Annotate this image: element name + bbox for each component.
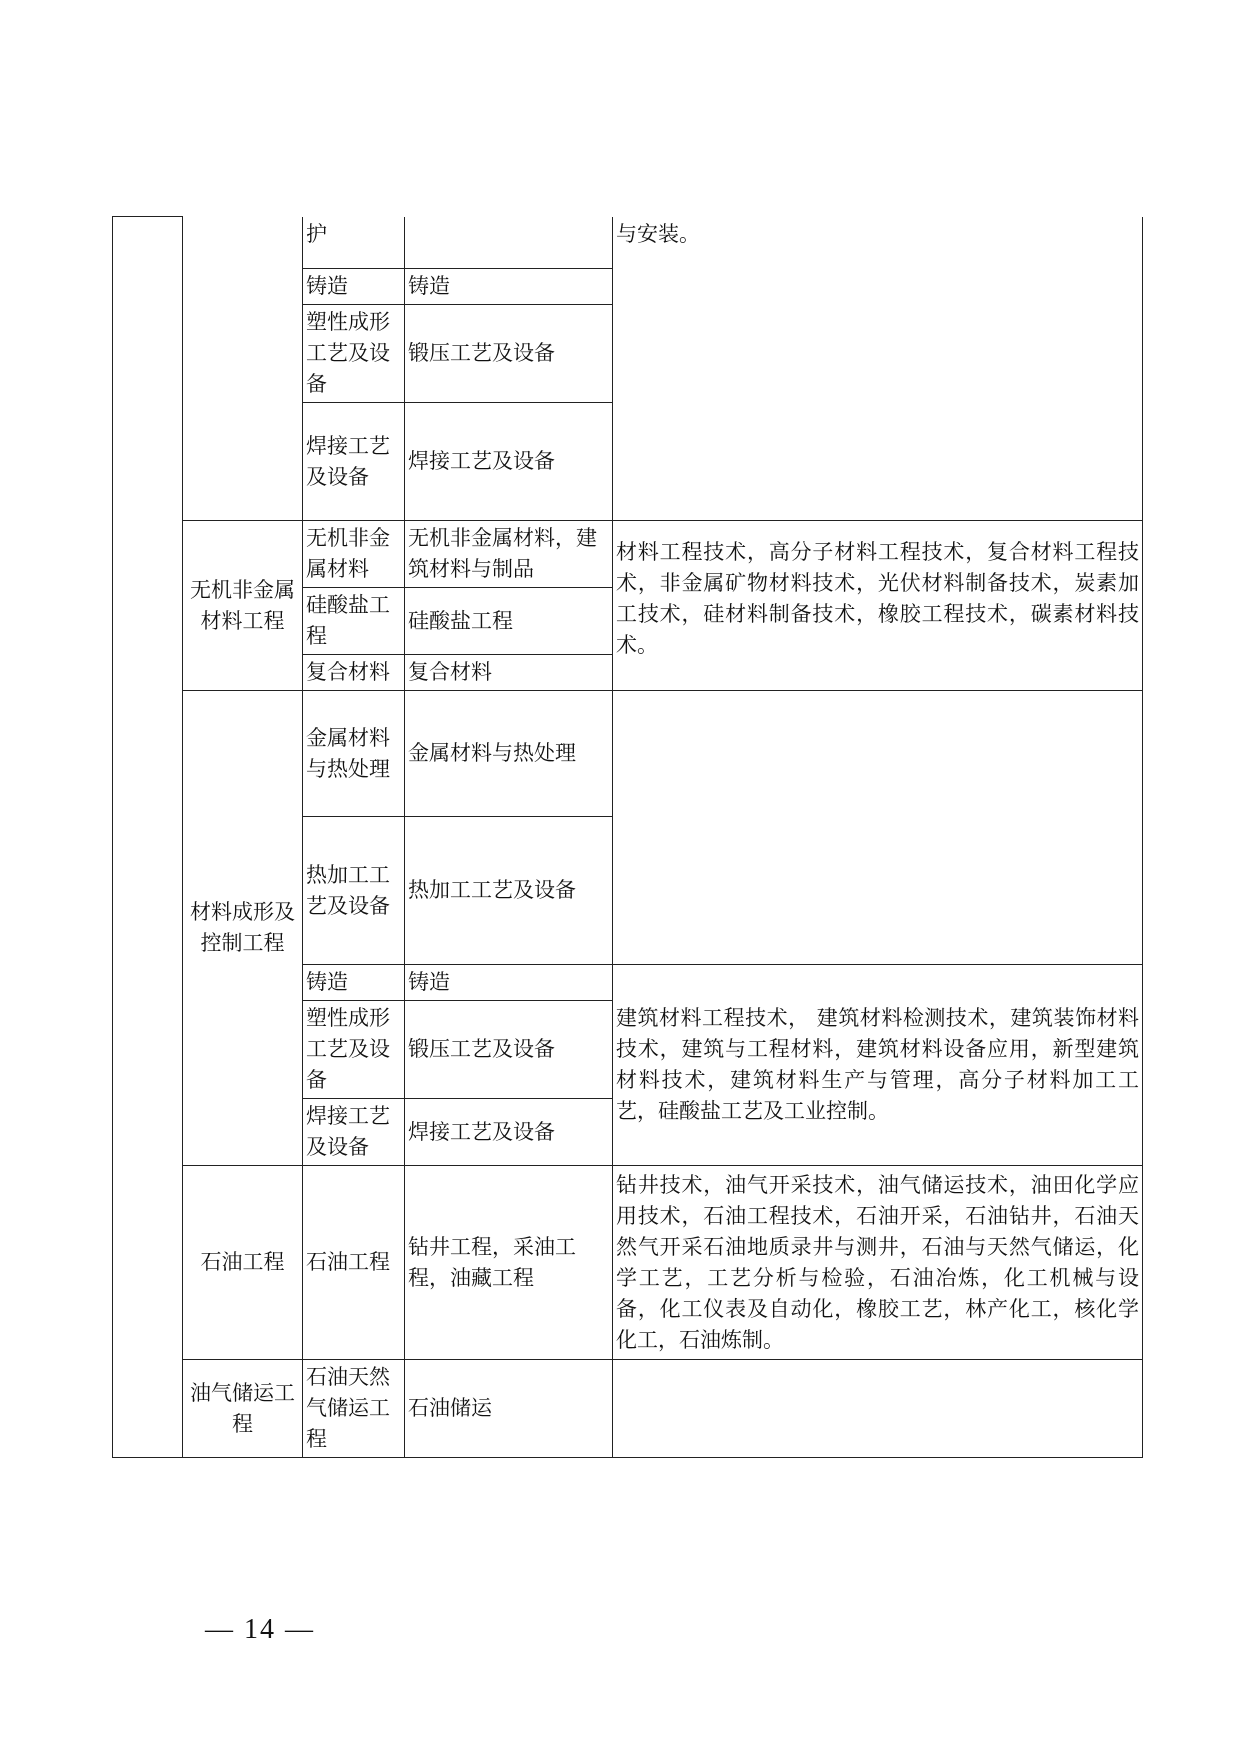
undergrad-major-cell: 硅酸盐工程 [405,588,613,655]
undergrad-major-cell: 钻井工程，采油工程，油藏工程 [405,1166,613,1360]
old-major-cell: 复合材料 [303,655,405,691]
old-major-cell: 塑性成形工艺及设备 [303,305,405,403]
undergrad-major-cell: 热加工工艺及设备 [405,817,613,965]
table-row [113,691,1143,817]
table-row [113,217,1143,269]
major-catalog-table [112,216,1143,1458]
old-major-cell: 金属材料与热处理 [303,691,405,817]
undergrad-major-cell: 铸造 [405,965,613,1001]
old-major-cell: 塑性成形工艺及设备 [303,1001,405,1099]
table-row [113,1166,1143,1360]
old-major-cell: 铸造 [303,965,405,1001]
vocational-major-cell: 钻井技术，油气开采技术，油气储运技术，油田化学应用技术，石油工程技术，石油开采，石油钻井，石油天然气开采石油地质录井与测井，石油与天然气储运，化学工艺，工艺分析与检验，石油冶炼，化工机械与设备，化工仪表及自动化，橡胶工艺，林产化工，核化学化工，石油炼制。 [613,1166,1143,1360]
vocational-major-cell [613,1360,1143,1458]
old-major-cell: 铸造 [303,269,405,305]
blank-first-column [113,217,183,1458]
undergrad-major-cell [405,217,613,269]
category-cell [183,217,303,521]
old-major-cell: 护 [303,217,405,269]
undergrad-major-cell: 焊接工艺及设备 [405,403,613,521]
old-major-cell: 石油工程 [303,1166,405,1360]
old-major-cell: 无机非金属材料 [303,521,405,588]
undergrad-major-cell: 无机非金属材料，建筑材料与制品 [405,521,613,588]
page-number: — 14 — [205,1614,315,1645]
undergrad-major-cell: 复合材料 [405,655,613,691]
undergrad-major-cell: 锻压工艺及设备 [405,305,613,403]
undergrad-major-cell: 铸造 [405,269,613,305]
undergrad-major-cell: 锻压工艺及设备 [405,1001,613,1099]
undergrad-major-cell: 金属材料与热处理 [405,691,613,817]
old-major-cell: 焊接工艺及设备 [303,403,405,521]
vocational-major-cell: 建筑材料工程技术， 建筑材料检测技术，建筑装饰材料技术，建筑与工程材料，建筑材料设备应用，新型建筑材料技术，建筑材料生产与管理，高分子材料加工工艺，硅酸盐工艺及工业控制。 [613,965,1143,1166]
undergrad-major-cell: 焊接工艺及设备 [405,1099,613,1166]
old-major-cell: 硅酸盐工程 [303,588,405,655]
old-major-cell: 焊接工艺及设备 [303,1099,405,1166]
vocational-major-cell: 与安装。 [613,217,1143,521]
category-cell: 石油工程 [183,1166,303,1360]
table-row [113,1360,1143,1458]
undergrad-major-cell: 石油储运 [405,1360,613,1458]
vocational-major-cell: 材料工程技术，高分子材料工程技术，复合材料工程技术，非金属矿物材料技术，光伏材料制备技术，炭素加工技术，硅材料制备技术，橡胶工程技术，碳素材料技术。 [613,521,1143,691]
vocational-major-cell [613,691,1143,965]
category-cell: 材料成形及控制工程 [183,691,303,1166]
old-major-cell: 石油天然气储运工程 [303,1360,405,1458]
category-cell: 无机非金属材料工程 [183,521,303,691]
category-cell: 油气储运工程 [183,1360,303,1458]
table-row [113,521,1143,588]
old-major-cell: 热加工工艺及设备 [303,817,405,965]
